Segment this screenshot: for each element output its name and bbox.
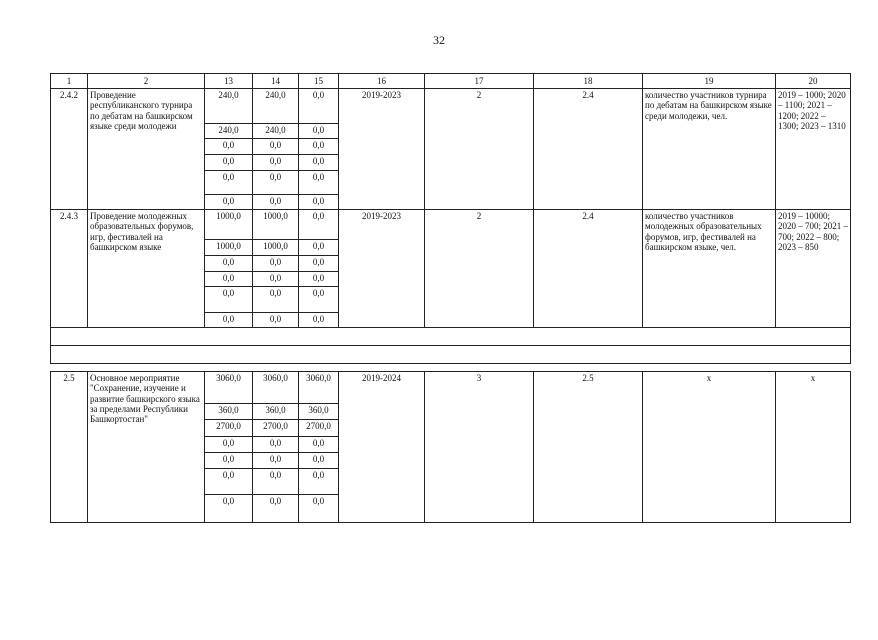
header-cell: 14	[253, 74, 299, 89]
value-cell: 0,0	[299, 272, 339, 287]
value-cell: 0,0	[205, 171, 253, 195]
value-cell: 0,0	[299, 313, 339, 328]
value-cell: 0,0	[253, 139, 299, 155]
header-cell: 19	[643, 74, 776, 89]
row-col18: 2.5	[534, 372, 643, 523]
empty-row	[51, 364, 851, 372]
value-cell: 0,0	[299, 256, 339, 272]
empty-row	[51, 346, 851, 364]
value-cell: 0,0	[205, 195, 253, 210]
row-indicator: количество участников турнира по дебатам на башкирском языке среди молодежи, чел.	[643, 89, 776, 210]
table-row	[51, 372, 851, 404]
value-cell: 0,0	[205, 256, 253, 272]
header-cell: 2	[88, 74, 205, 89]
value-cell: 3060,0	[299, 372, 339, 404]
value-cell: 0,0	[205, 437, 253, 453]
value-cell: 2700,0	[253, 420, 299, 437]
value-cell: 0,0	[253, 437, 299, 453]
row-name: Проведение молодежных образовательных форумов, игр, фестивалей на башкирском языке	[88, 210, 205, 328]
value-cell: 0,0	[253, 272, 299, 287]
value-cell: 2700,0	[299, 420, 339, 437]
header-cell: 17	[425, 74, 534, 89]
value-cell: 0,0	[253, 495, 299, 523]
value-cell: 1000,0	[253, 240, 299, 256]
value-cell: 240,0	[205, 89, 253, 124]
row-period: 2019-2023	[339, 89, 425, 210]
value-cell: 0,0	[205, 272, 253, 287]
row-code: 2.4.3	[51, 210, 88, 328]
value-cell: 0,0	[299, 495, 339, 523]
header-cell: 15	[299, 74, 339, 89]
row-period: 2019-2023	[339, 210, 425, 328]
header-cell: 20	[776, 74, 851, 89]
value-cell: 2700,0	[205, 420, 253, 437]
value-cell: 0,0	[253, 195, 299, 210]
table-row	[51, 89, 851, 124]
value-cell: 0,0	[205, 313, 253, 328]
value-cell: 1000,0	[205, 210, 253, 240]
row-col17: 3	[425, 372, 534, 523]
value-cell: 0,0	[253, 453, 299, 469]
value-cell: 0,0	[299, 155, 339, 171]
row-col18: 2.4	[534, 89, 643, 210]
value-cell: 0,0	[299, 89, 339, 124]
value-cell: 0,0	[205, 495, 253, 523]
value-cell: 0,0	[299, 171, 339, 195]
value-cell: 0,0	[299, 469, 339, 495]
value-cell: 0,0	[299, 210, 339, 240]
value-cell: 360,0	[205, 404, 253, 420]
value-cell: 360,0	[253, 404, 299, 420]
row-code: 2.5	[51, 372, 88, 523]
value-cell: 240,0	[253, 89, 299, 124]
row-col18: 2.4	[534, 210, 643, 328]
value-cell: 0,0	[205, 453, 253, 469]
table-row	[51, 210, 851, 240]
row-code: 2.4.2	[51, 89, 88, 210]
header-cell: 18	[534, 74, 643, 89]
value-cell: 0,0	[205, 287, 253, 313]
row-targets: 2019 – 10000; 2020 – 700; 2021 – 700; 2022 – 800; 2023 – 850	[776, 210, 851, 328]
value-cell: 0,0	[299, 287, 339, 313]
row-col17: 2	[425, 210, 534, 328]
value-cell: 0,0	[299, 124, 339, 139]
value-cell: 0,0	[299, 240, 339, 256]
value-cell: 3060,0	[205, 372, 253, 404]
value-cell: 0,0	[253, 256, 299, 272]
value-cell: 0,0	[299, 139, 339, 155]
value-cell: 0,0	[253, 313, 299, 328]
value-cell: 360,0	[299, 404, 339, 420]
value-cell: 0,0	[299, 453, 339, 469]
value-cell: 0,0	[205, 155, 253, 171]
value-cell: 0,0	[205, 469, 253, 495]
row-period: 2019-2024	[339, 372, 425, 523]
value-cell: 1000,0	[205, 240, 253, 256]
empty-row	[51, 328, 851, 346]
header-cell: 16	[339, 74, 425, 89]
value-cell: 240,0	[205, 124, 253, 139]
value-cell: 0,0	[253, 155, 299, 171]
row-targets: х	[776, 372, 851, 523]
row-indicator: количество участников молодежных образовательных форумов, игр, фестивалей на башкирском языке, чел.	[643, 210, 776, 328]
value-cell: 0,0	[205, 139, 253, 155]
program-table	[50, 73, 851, 523]
header-cell: 13	[205, 74, 253, 89]
value-cell: 0,0	[299, 195, 339, 210]
row-targets: 2019 – 1000; 2020 – 1100; 2021 – 1200; 2022 – 1300; 2023 – 1310	[776, 89, 851, 210]
value-cell: 0,0	[253, 469, 299, 495]
value-cell: 0,0	[299, 437, 339, 453]
header-row	[51, 74, 851, 89]
page-number: 32	[433, 33, 445, 47]
row-col17: 2	[425, 89, 534, 210]
row-name: Основное мероприятие "Сохранение, изучение и развитие башкирского языка за пределами Республики Башкортостан"	[88, 372, 205, 523]
row-indicator: х	[643, 372, 776, 523]
row-name: Проведение республиканского турнира по дебатам на башкирском языке среди молодежи	[88, 89, 205, 210]
value-cell: 0,0	[253, 287, 299, 313]
value-cell: 3060,0	[253, 372, 299, 404]
value-cell: 1000,0	[253, 210, 299, 240]
header-cell: 1	[51, 74, 88, 89]
value-cell: 240,0	[253, 124, 299, 139]
value-cell: 0,0	[253, 171, 299, 195]
